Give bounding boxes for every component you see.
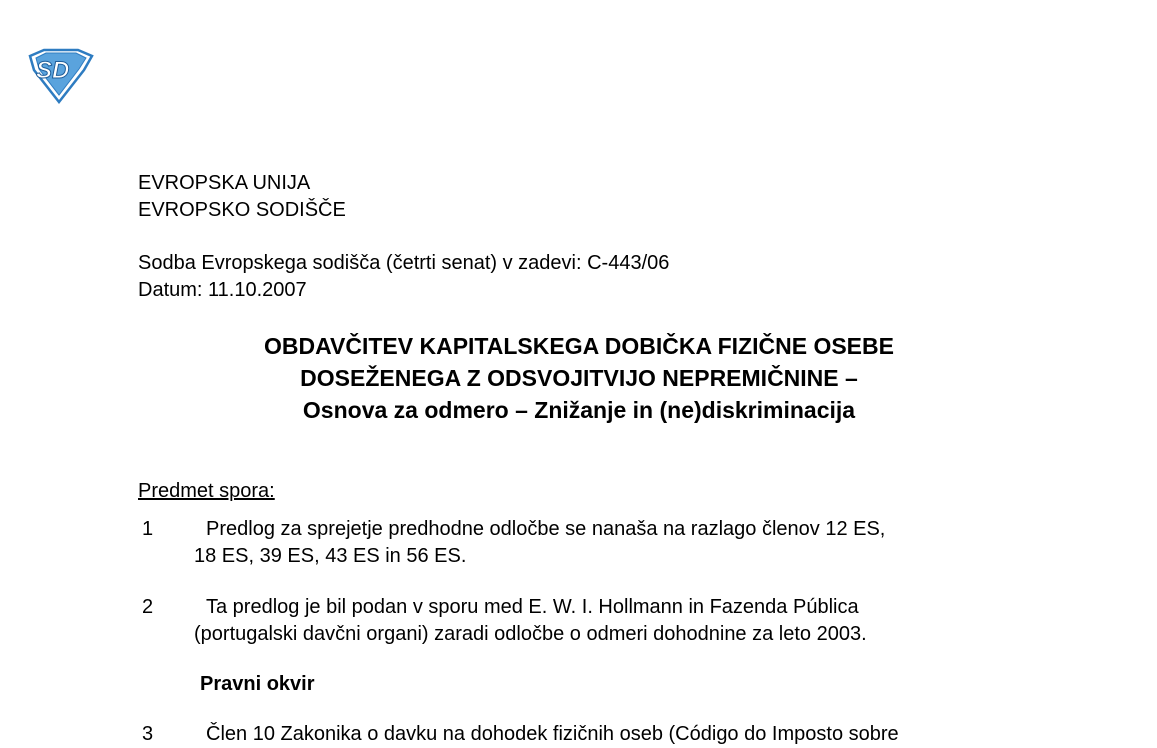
paragraph-number: 1: [142, 518, 154, 540]
case-date: Datum: 11.10.2007: [138, 279, 307, 301]
header-block: [138, 170, 346, 224]
paragraph-2: [138, 594, 1020, 648]
paragraph-line: Predlog za sprejetje predhodne odločbe se nanaša na razlago členov 12 ES,: [206, 518, 886, 540]
header-line-eu: EVROPSKA UNIJA: [138, 172, 311, 194]
paragraph-line: (portugalski davčni organi) zaradi odločbe o odmeri dohodnine za leto 2003.: [194, 623, 867, 645]
court-logo-icon: [22, 48, 96, 104]
paragraph-line: 18 ES, 39 ES, 43 ES in 56 ES.: [194, 545, 467, 567]
case-info: [138, 250, 669, 304]
title-line-3: Osnova za odmero – Znižanje in (ne)diskriminacija: [302, 397, 856, 423]
case-reference: Sodba Evropskega sodišča (četrti senat) v zadevi: C-443/06: [138, 252, 670, 274]
title-line-2: DOSEŽENEGA Z ODSVOJITVIJO NEPREMIČNINE –: [300, 365, 858, 391]
paragraph-3: [138, 721, 1020, 748]
paragraph-line: Ta predlog je bil podan v sporu med E. W. I. Hollmann in Fazenda Pública: [206, 596, 859, 618]
paragraph-number: 2: [142, 596, 154, 618]
section-heading: Predmet spora:: [138, 480, 275, 502]
svg-text:SD: SD: [36, 57, 70, 84]
document-title: [138, 330, 1020, 426]
paragraph-line: Člen 10 Zakonika o davku na dohodek fizičnih oseb (Código do Imposto sobre: [206, 723, 899, 745]
paragraph-number: 3: [142, 723, 154, 745]
header-line-court: EVROPSKO SODIŠČE: [138, 199, 346, 221]
title-line-1: OBDAVČITEV KAPITALSKEGA DOBIČKA FIZIČNE OSEBE: [264, 333, 894, 359]
paragraph-1: [138, 516, 1020, 570]
subheading-legal-framework: Pravni okvir: [200, 673, 315, 695]
